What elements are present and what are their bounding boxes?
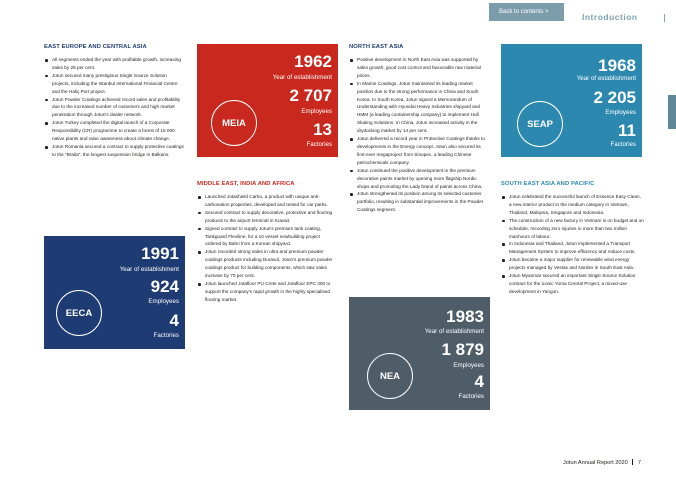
nea-employees-label: Employees [453,362,484,369]
list-item: In Indonesia and Thailand, Jotun implemented a Transport Management System to improve efficiency and reduce costs. [501,240,644,256]
eeca-employees: 924 [150,277,179,296]
seap-employees-label: Employees [605,109,636,116]
nea-year-label: Year of establishment [424,328,484,335]
eeca-year: 1991 [141,244,179,263]
list-item: Jotun strengthened its position among its selected customer portfolio, resulting in substantial improvements in the Powder Coatings segment. [349,190,489,214]
list-item: Jotun launched Jotafloor PU Crete and Jotafloor EPC 300 to support the company's rapid growth in the highly specialised flooring market. [197,280,337,304]
list-item: Jotun recorded strong sales in ultra and premium powder coatings products including Durasol, Jotun's premium powder coatings product for building components, which saw sales increase by 70 per cent. [197,248,337,280]
seap-stats-box [501,44,642,157]
page-number: 7 [637,460,641,466]
nea-factories: 4 [474,372,484,391]
eeca-factories-label: Factories [153,332,179,339]
meia-year-label: Year of establishment [272,74,332,81]
list-item: Secured contract to supply decorative, protective and flooring products to the airport terminal in Kuwait. [197,209,337,225]
list-item: In Marine Coatings, Jotun maintained its leading market position due to the strong performance in China and South Korea. In South Korea, Jotun signed a Memorandum of Understanding with Hyundai Heavy Industries shipyard and HMM (a leading containership company) to implement Hull Skating Solutions. In China, Jotun increased activity in the drydocking market by 14 per cent. [349,80,489,135]
list-item: Jotun Powder Coatings achieved record sales and profitability due to the increased number of customers and high market penetration through Jotun's dealer network. [44,96,184,120]
meia-factories-label: Factories [306,141,332,148]
list-item: Jotun continued the positive development in the premium decorative paints market by opening more flagship Nordic shops and promoting the Lady brand of paints across China. [349,167,489,191]
eeca-heading: EAST EUROPE AND CENTRAL ASIA [44,44,147,50]
meia-employees: 2 707 [289,86,332,105]
meia-factories: 13 [313,120,332,139]
list-item: Positive development in North East Asia was supported by sales growth, good cost control and favourable raw material prices. [349,56,489,80]
nea-heading: NORTH EAST ASIA [349,44,404,50]
eeca-employees-label: Employees [148,298,179,305]
nea-year: 1983 [446,307,484,326]
nea-region-badge: NEA [367,353,413,399]
nea-bullet-list [349,56,489,214]
list-item: Jotun secured many prestigious Single Source Solution projects, including the Istanbul International Financial Centre and the Haliç Port project. [44,72,184,96]
meia-year: 1962 [294,52,332,71]
eeca-year-label: Year of establishment [119,266,179,273]
list-item: Jotun became a major supplier for renewable wind energy projects managed by Vestas and Nordex in South East Asia. [501,256,644,272]
seap-factories-label: Factories [610,141,636,148]
meia-bullet-list [197,193,337,304]
eeca-region-badge: EECA [56,290,102,336]
eeca-stats-box [44,236,185,349]
list-item: The construction of a new factory in Vietnam is on budget and on schedule, recording zero injuries in more than two million manhours of labour. [501,217,644,241]
seap-factories: 11 [618,121,636,140]
meia-employees-label: Employees [301,108,332,115]
nea-factories-label: Factories [458,393,484,400]
section-title: Introduction [582,12,638,22]
meia-stats-box [197,44,338,157]
list-item: All segments ended the year with profitable growth, increasing sales by 25 per cent. [44,56,184,72]
seap-employees: 2 205 [593,88,636,107]
nea-stats-box [349,297,490,410]
list-item: Launched Jotashield Carbo, a product with unique anti-carbonation properties, developed and tested for car parks. [197,193,337,209]
list-item: Jotun Romania secured a contract to supply protective coatings to the "Braila", the longest suspension bridge in Balkans. [44,143,184,159]
seap-region-badge: SEAP [517,101,563,147]
list-item: Jotun Turkey completed the digital launch of a Corporate Responsibility (CR) programme to create a forest of 15 000 native plants and raise awareness about climate change. [44,119,184,143]
seap-bullet-list [501,193,644,296]
seap-heading: SOUTH EAST ASIA AND PACIFIC [501,181,595,187]
footer-report-name: Jotun Annual Report 2020 [563,460,628,466]
seap-year: 1968 [598,56,636,75]
page-footer [563,459,641,466]
back-to-contents-button[interactable]: Back to contents > [489,3,564,21]
footer-separator [632,459,633,465]
nea-employees: 1 879 [441,340,484,359]
list-item: Jotun Myanmar secured an important Single Source Solution contract for the iconic Yoma Central Project, a mixed-use development in Yangon. [501,272,644,296]
list-item: Signed contract to supply Jotun's premium tank coating, Tankguard Flexiline, for a 10 vessel newbuilding project ordered by Bahri from a Korean shipyard. [197,225,337,249]
meia-heading: MIDDLE EAST, INDIA AND AFRICA [197,181,295,187]
section-divider [664,14,665,22]
list-item: Jotun delivered a record year in Protective Coatings thanks to developments in the Energy concept. Jotun also secured its first-ever megaproject from Sinopec, a leading Chinese petrochemicals company. [349,135,489,167]
side-tab-marker[interactable] [668,95,676,129]
list-item: Jotun celebrated the successful launch of Essence Easy Clean, a new interior product in the medium category in Vietnam, Thailand, Malaysia, Singapore and Indonesia. [501,193,644,217]
eeca-bullet-list [44,56,184,159]
eeca-factories: 4 [169,311,179,330]
seap-year-label: Year of establishment [576,75,636,82]
meia-region-badge: MEIA [211,100,257,146]
